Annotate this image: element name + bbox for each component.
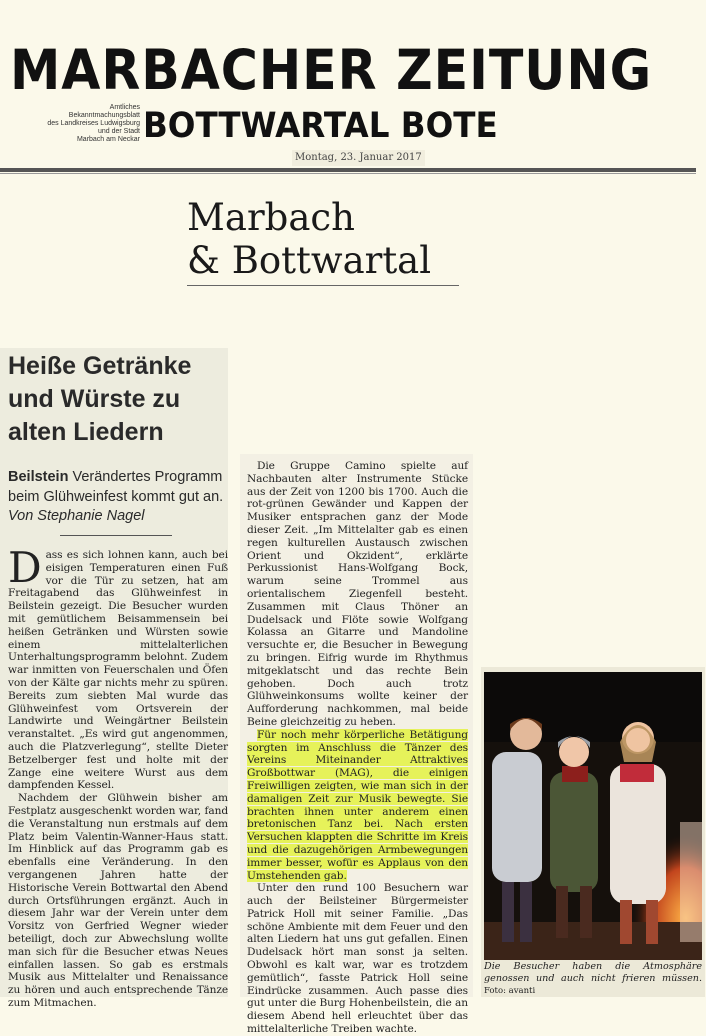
article-body-left — [8, 543, 228, 1010]
official-note-line: Amtliches — [109, 104, 140, 111]
masthead-divider-thin — [0, 173, 696, 174]
caption-text: Die Besucher haben die Atmosphäre genossen und auch nicht frieren müssen. — [484, 961, 702, 984]
issue-date: Montag, 23. Januar 2017 — [292, 150, 425, 166]
newspaper-subtitle: BOTTWARTAL BOTE — [143, 106, 498, 146]
section-title — [187, 196, 467, 282]
masthead-divider — [0, 168, 696, 172]
article-paragraph — [8, 543, 228, 792]
article-paragraph: Die Gruppe Camino spielte auf Nachbauten alter Instrumente Stücke aus der Zeit von 1200 bis 1700. Auch die rot-grünen Gewänder und Kappen der Musiker entsprachen ganz der Mode dieser Zeit. „Im Mittelalter gab es einen regen kulturellen Austausch zwischen Orient und Okzident“, erklärte Perkussionist Hans-Wolfgang Bock, warum seine Trommel aus orientalischem Ziegenfell besteht. Zusammen mit Claus Thöner an Dudelsack und Flöte sowie Wolfgang Kolassa an Gitarre und Mandoline versuchte er, die Besucher in Bewegung zu bringen. Eifrig wurde im Rhythmus mitgeklatscht und das rechte Bein gehoben. Doch auch trotz Glühweinkonsums wollte keiner der Aufforderung nachkommen, mal beide Beine gleichzeitig zu heben. — [247, 460, 468, 728]
ground — [484, 922, 702, 960]
official-notice — [30, 104, 140, 144]
teaser-author: Von Stephanie Nagel — [8, 508, 145, 524]
photo-credit: Foto: avanti — [484, 986, 536, 996]
bright-light — [680, 822, 702, 942]
drop-cap: D — [8, 543, 42, 592]
photo-caption — [484, 961, 702, 997]
event-photo — [484, 672, 702, 960]
article-headline: Heiße Getränke und Würste zu alten Liedern — [8, 352, 192, 446]
newspaper-title: MARBACHER ZEITUNG — [10, 38, 653, 102]
article-paragraph: Nachdem der Glühwein bisher am Festplatz ausgeschenkt worden war, fand die Veranstaltung nun erstmals auf dem Platz beim Valentin-Wanner-Haus statt. Im Hinblick auf das Programm gab es ebenfalls eine Veränderung. In den vergangenen Jahren hatte der Historische Verein Bottwartal den Abend durch Ortsführungen ergänzt. Auch in diesem Jahr war der Verein unter dem Vorsitz von Gerfried Wegner wieder beteiligt, doch zur Abwechslung wollte man sich für die Besucher etwas Neues einfallen lassen. So gab es erstmals Musik aus Mittelalter und Renaissance zu hören und auch entsprechende Tänze zum Mitmachen. — [8, 792, 228, 1009]
article-paragraph: Unter den rund 100 Besuchern war auch der Beilsteiner Bürgermeister Patrick Holl mit seiner Familie. „Das schöne Ambiente mit dem Feuer und den alten Liedern hat uns gut gefallen. Einen Dudelsack hört man sonst ja selten. Obwohl es kalt war, war es trotzdem gemütlich“, fasste Patrick Holl seine Eindrücke zusammen. Auch passe dies gut unter die Burg Hohenbeilstein, die an diesem Abend hell erleuchtet über das mittelalterliche Treiben wachte. — [247, 882, 468, 1036]
highlighted-text: Für noch mehr körperliche Betätigung sorgten im Anschluss die Tänzer des Vereins Miteinander Attraktives Großbottwar (MAG), die einigen Freiwilligen zeigten, wie man sich in der damaligen Zeit zur Musik bewegte. Sie brachten ihnen unter anderem einen bretonischen Tanz bei. Nach ersten Versuchen klappten die Schritte im Kreis und die dazugehörigen Armbewegungen immer besser, wofür es Applaus von den Umstehenden gab. — [247, 728, 468, 882]
official-note-line: des Landkreises Ludwigsburg — [47, 120, 140, 127]
official-note-line: Marbach am Neckar — [76, 136, 140, 143]
article-teaser — [8, 468, 230, 527]
section-title-line: Marbach — [187, 196, 355, 239]
article-body-middle — [247, 460, 468, 1036]
official-note-line: Bekanntmachungsblatt — [68, 112, 140, 119]
section-title-line: & Bottwartal — [187, 239, 432, 282]
teaser-place: Beilstein — [8, 469, 69, 485]
paragraph-text: ass es sich lohnen kann, auch bei eisigen Temperaturen einen Fuß vor die Tür zu setzen, hat am Freitagabend das Glühweinfest in Beilstein gezeigt. Die Besucher wurden mit gemütlichem Beisammensein bei heißen Getränken und Würsten sowie einem mittelalterlichen Unterhaltungsprogramm belohnt. Zudem war inmitten von Feuerschalen und Öfen von der Kälte gar nichts mehr zu spüren. Bereits zum siebten Mal wurde das Glühweinfest vom Ortsverein der Landwirte und Weingärtner Beilstein veranstaltet. „Es wird gut angenommen, auch die Platzverlegung“, stellte Dieter Betzelberger fest und holte mit der Zange eine weitere Wurst aus dem dampfenden Kessel. — [8, 549, 228, 792]
official-note-line: und der Stadt — [97, 128, 140, 135]
article-paragraph — [247, 729, 468, 883]
teaser-text: Verändertes Programm beim Glühweinfest kommt gut an. — [8, 469, 224, 505]
section-divider — [187, 285, 459, 286]
teaser-divider — [60, 535, 172, 536]
